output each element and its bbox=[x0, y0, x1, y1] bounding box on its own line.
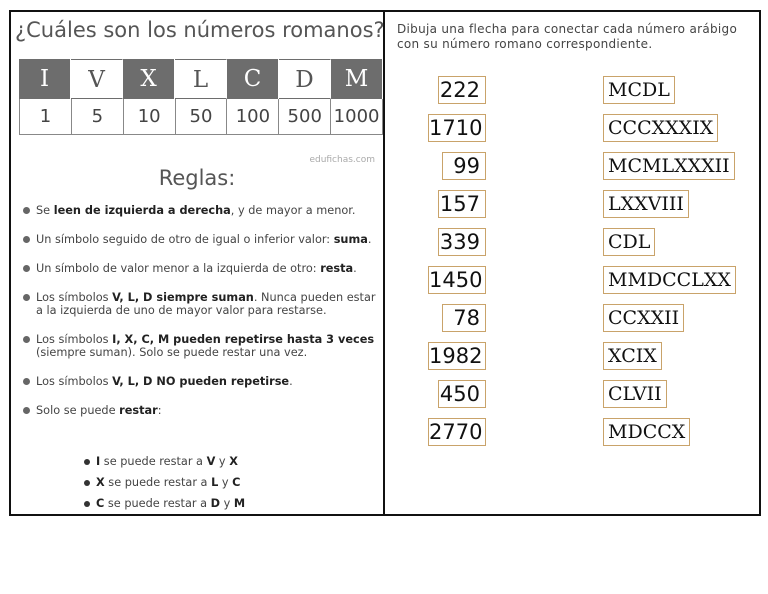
rule-emphasis: restar bbox=[119, 404, 158, 417]
rule-text: se puede restar a bbox=[100, 455, 207, 468]
rule-item bbox=[22, 262, 382, 275]
roman-symbol-cell: M bbox=[331, 59, 383, 99]
rule-emphasis: M bbox=[233, 497, 246, 510]
roman-value-cell: 1 bbox=[19, 99, 72, 135]
roman-symbol-cell: I bbox=[19, 59, 71, 99]
rule-emphasis: I, X, C, M pueden repetirse hasta 3 veces bbox=[112, 333, 375, 346]
roman-number-box: LXXVIII bbox=[603, 190, 689, 218]
arabic-number-box: 222 bbox=[438, 76, 486, 104]
subtraction-rule-item bbox=[84, 476, 245, 497]
roman-number-box: MCDL bbox=[603, 76, 675, 104]
arabic-number-box: 78 bbox=[442, 304, 486, 332]
roman-number-box: CLVII bbox=[603, 380, 667, 408]
rule-text: , y de mayor a menor. bbox=[230, 204, 356, 217]
arabic-number-box: 157 bbox=[438, 190, 486, 218]
rule-text: Los símbolos bbox=[36, 291, 113, 304]
roman-number-box: CCXXII bbox=[603, 304, 684, 332]
arabic-number-box: 1710 bbox=[428, 114, 486, 142]
rule-item bbox=[22, 375, 382, 388]
exercise-instructions: Dibuja una flecha para conectar cada número arábigo con su número romano correspondiente. bbox=[397, 22, 738, 51]
rule-emphasis: leen de izquierda a derecha bbox=[53, 204, 231, 217]
rule-text: Un símbolo de valor menor a la izquierda de otro: bbox=[36, 262, 321, 275]
rule-text: Los símbolos bbox=[36, 333, 113, 346]
rule-text: Los símbolos bbox=[36, 375, 113, 388]
rule-emphasis: X bbox=[96, 476, 105, 489]
page-title: ¿Cuáles son los números romanos? bbox=[15, 18, 385, 42]
rule-emphasis: V, L, D siempre suman bbox=[112, 291, 254, 304]
roman-number-box: MCMLXXXII bbox=[603, 152, 735, 180]
rule-item bbox=[22, 233, 382, 246]
watermark: edufichas.com bbox=[309, 155, 375, 165]
roman-value-cell: 500 bbox=[279, 99, 331, 135]
rule-text: y bbox=[215, 455, 230, 468]
rule-text: y bbox=[218, 476, 233, 489]
rules-panel bbox=[11, 12, 383, 514]
roman-symbol-cell: L bbox=[175, 59, 227, 99]
roman-number-box: CDL bbox=[603, 228, 655, 256]
rule-item bbox=[22, 404, 382, 417]
rule-emphasis: D bbox=[210, 497, 221, 510]
rule-text: se puede restar a bbox=[104, 476, 212, 489]
roman-number-box: MMDCCLXX bbox=[603, 266, 736, 294]
subtraction-rule-item bbox=[84, 455, 245, 476]
roman-number-box: CCCXXXIX bbox=[603, 114, 718, 142]
rule-text: : bbox=[157, 404, 162, 417]
rule-text: y bbox=[220, 497, 234, 510]
rule-text: (siempre suman). Solo se puede restar una vez. bbox=[36, 346, 308, 359]
roman-value-cell: 1000 bbox=[331, 99, 383, 135]
roman-values-table bbox=[19, 59, 383, 135]
rule-text: Se bbox=[36, 204, 54, 217]
rule-item bbox=[22, 291, 382, 317]
rule-text: . bbox=[289, 375, 293, 388]
rule-text: Un símbolo seguido de otro de igual o inferior valor: bbox=[36, 233, 334, 246]
rule-item bbox=[22, 204, 382, 217]
roman-symbol-cell: C bbox=[227, 59, 279, 99]
arabic-number-box: 450 bbox=[438, 380, 486, 408]
roman-number-box: XCIX bbox=[603, 342, 662, 370]
subtraction-rules-list bbox=[84, 455, 245, 518]
arabic-number-box: 99 bbox=[442, 152, 486, 180]
roman-value-cell: 100 bbox=[227, 99, 279, 135]
roman-symbol-cell: D bbox=[279, 59, 331, 99]
rule-item bbox=[22, 333, 382, 359]
rule-text: Solo se puede bbox=[36, 404, 120, 417]
rule-emphasis: suma bbox=[333, 233, 368, 246]
roman-symbol-cell: X bbox=[123, 59, 175, 99]
rules-title: Reglas: bbox=[158, 166, 236, 190]
roman-symbol-cell: V bbox=[71, 59, 123, 99]
roman-value-cell: 50 bbox=[176, 99, 228, 135]
rule-emphasis: V, L, D NO pueden repetirse bbox=[112, 375, 290, 388]
rule-text: se puede restar a bbox=[104, 497, 211, 510]
rule-text: . bbox=[367, 233, 372, 246]
rule-emphasis: C bbox=[232, 476, 241, 489]
rule-text: . Nunca pueden estar a la izquierda de uno de mayor valor para restarse. bbox=[36, 291, 376, 317]
rule-emphasis: C bbox=[96, 497, 105, 510]
arabic-number-box: 2770 bbox=[428, 418, 486, 446]
roman-value-cell: 10 bbox=[124, 99, 176, 135]
rule-emphasis: L bbox=[211, 476, 219, 489]
rule-emphasis: resta bbox=[320, 262, 354, 275]
values-row bbox=[19, 99, 383, 135]
rule-text: . bbox=[353, 262, 357, 275]
roman-number-box: MDCCX bbox=[603, 418, 690, 446]
roman-value-cell: 5 bbox=[72, 99, 124, 135]
rule-emphasis: X bbox=[229, 455, 238, 468]
rule-emphasis: V bbox=[206, 455, 216, 468]
rule-emphasis: I bbox=[96, 455, 101, 468]
panel-divider bbox=[383, 10, 385, 516]
arabic-number-box: 339 bbox=[438, 228, 486, 256]
subtraction-rule-item bbox=[84, 497, 245, 518]
arabic-number-box: 1982 bbox=[428, 342, 486, 370]
rules-list bbox=[22, 204, 382, 433]
symbols-row bbox=[19, 59, 383, 99]
arabic-number-box: 1450 bbox=[428, 266, 486, 294]
